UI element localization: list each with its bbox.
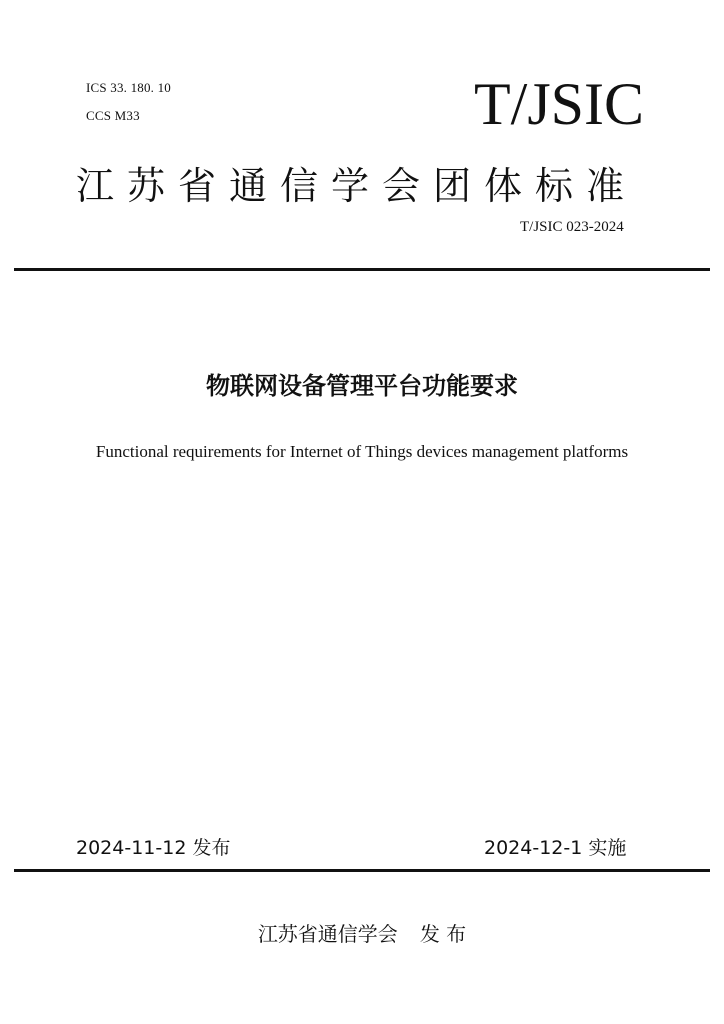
- document-title-english: Functional requirements for Internet of Things devices management platforms: [95, 442, 629, 461]
- ics-code: ICS 33. 180. 10: [86, 80, 171, 95]
- publication-date: 2024-11-12 发布: [76, 837, 231, 859]
- publisher-name: 江苏省通信学会: [257, 922, 398, 946]
- implementation-date: 2024-12-1 实施: [484, 837, 627, 859]
- organization-standard-title: 江苏省通信学会团体标准: [76, 164, 638, 208]
- document-title-chinese: 物联网设备管理平台功能要求: [206, 372, 518, 400]
- standard-logo: T/JSIC: [474, 71, 645, 137]
- bottom-divider: [14, 869, 710, 872]
- standard-number: T/JSIC 023-2024: [520, 219, 624, 235]
- top-divider: [14, 268, 710, 271]
- publish-action: 发 布: [419, 922, 467, 946]
- ccs-code: CCS M33: [86, 108, 140, 123]
- publisher-line: [0, 918, 724, 947]
